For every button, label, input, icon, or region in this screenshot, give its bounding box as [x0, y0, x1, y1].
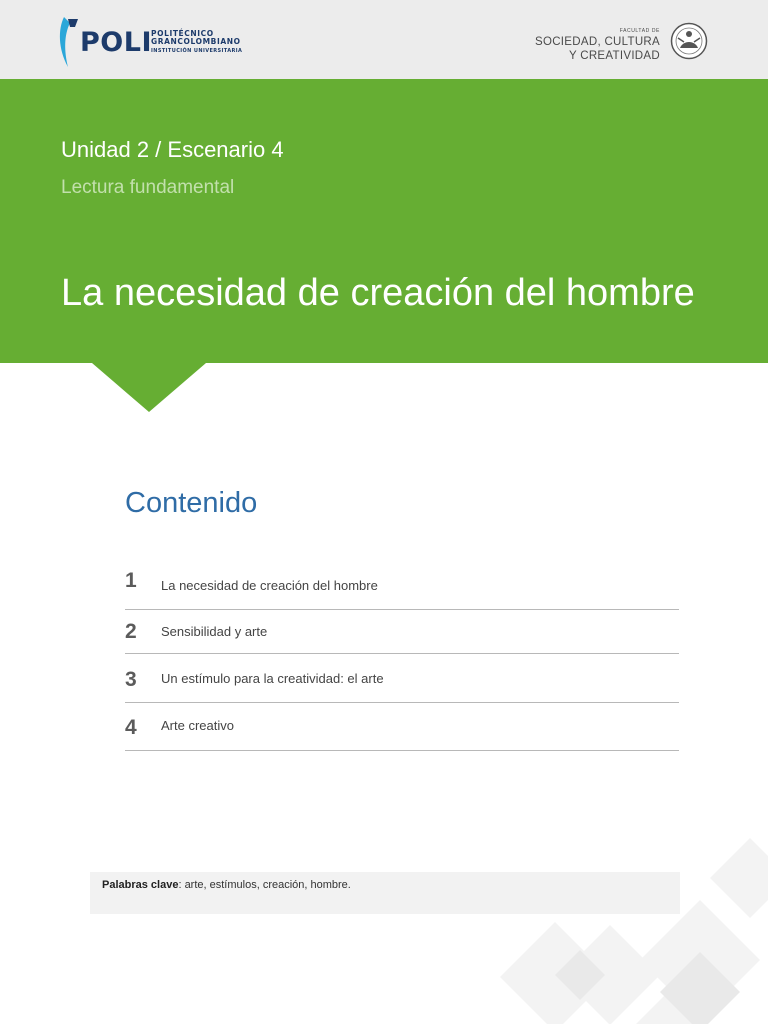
toc-item-2[interactable] [125, 610, 679, 654]
hero-banner [0, 79, 768, 363]
hero-arrow [92, 363, 206, 412]
reading-type: Lectura fundamental [61, 177, 235, 198]
logo-sub-line2: GRANCOLOMBIANO [151, 37, 241, 46]
logo-sub-line3: INSTITUCIÓN UNIVERSITARIA [151, 48, 243, 54]
logo-mark-icon [58, 15, 80, 71]
contents-heading: Contenido [125, 487, 258, 519]
faculty-seal-icon [670, 22, 708, 60]
toc-label: La necesidad de creación del hombre [161, 578, 378, 593]
toc-number: 3 [125, 668, 137, 691]
keywords-box [90, 872, 680, 914]
toc-item-3[interactable] [125, 654, 679, 703]
unit-scenario: Unidad 2 / Escenario 4 [61, 137, 284, 162]
toc-label: Arte creativo [161, 718, 234, 733]
logo-sub-line1: POLITÉCNICO [151, 29, 214, 38]
logo-word: POLI [80, 27, 152, 58]
toc-item-4[interactable] [125, 703, 679, 751]
toc-number: 4 [125, 716, 137, 739]
table-of-contents [125, 558, 679, 751]
poli-logo [58, 15, 258, 71]
toc-number: 1 [125, 569, 137, 592]
toc-number: 2 [125, 620, 137, 643]
faculty-name [535, 28, 660, 63]
keywords-list: : arte, estímulos, creación, hombre. [178, 879, 351, 891]
faculty-line2: Y CREATIVIDAD [568, 50, 660, 62]
toc-label: Sensibilidad y arte [161, 624, 268, 639]
faculty-prefix: FACULTAD DE [619, 28, 660, 34]
page-title: La necesidad de creación del hombre [61, 272, 695, 314]
toc-label: Un estímulo para la creatividad: el arte [161, 671, 384, 686]
keywords-text [102, 879, 351, 891]
top-bar [0, 0, 768, 79]
logo-subtitle [151, 30, 242, 55]
toc-item-1[interactable] [125, 558, 679, 610]
faculty-line1: SOCIEDAD, CULTURA [534, 36, 660, 48]
keywords-label: Palabras clave [102, 879, 179, 891]
